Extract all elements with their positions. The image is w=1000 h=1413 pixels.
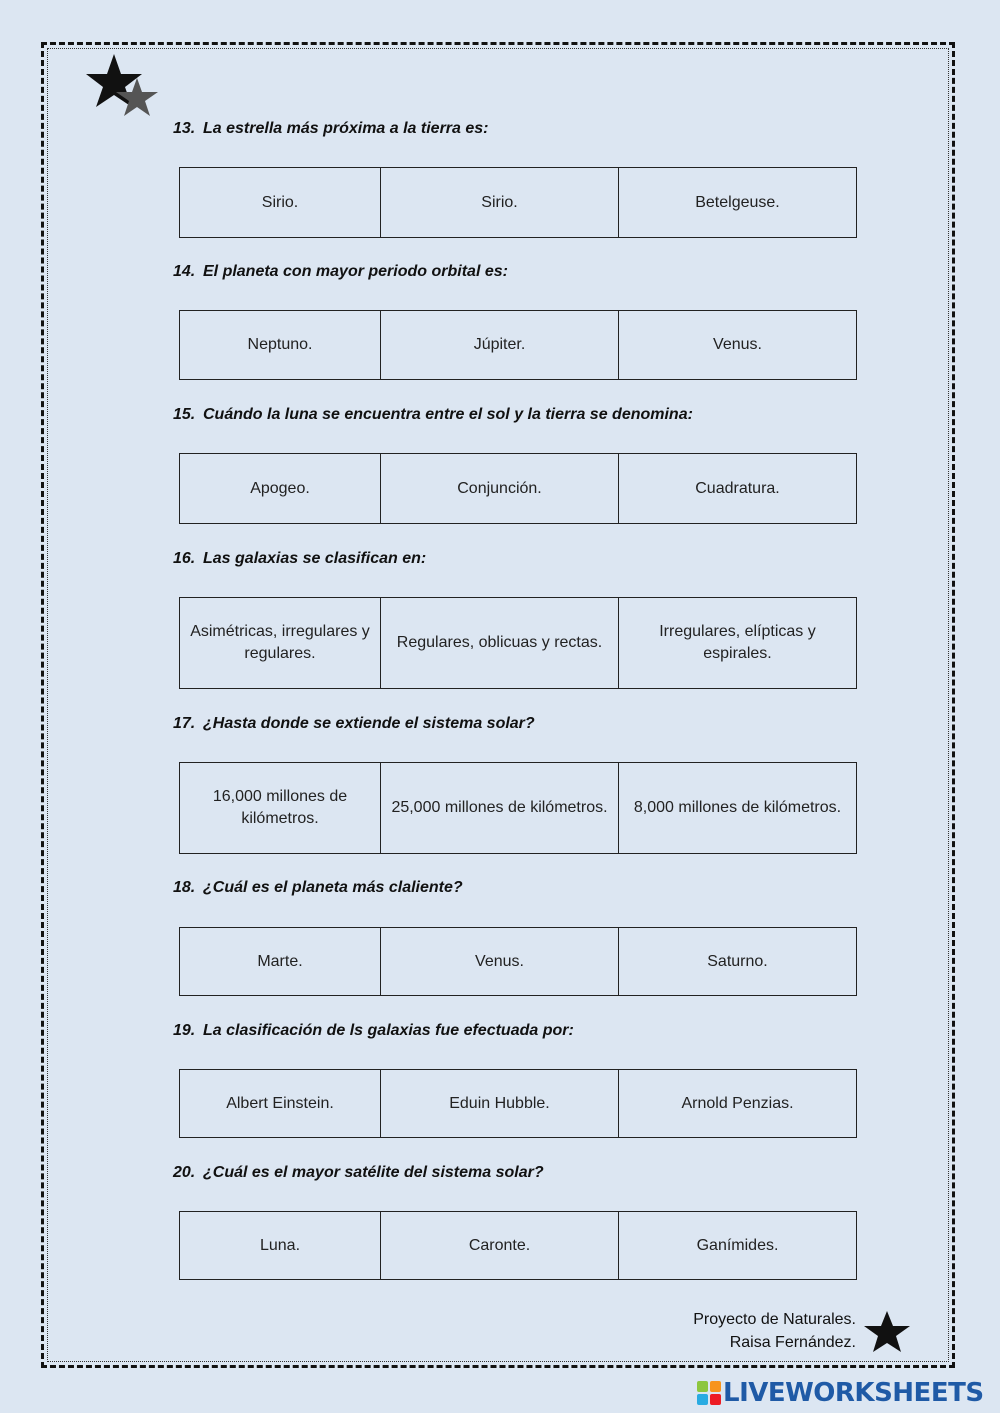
- answer-option[interactable]: 16,000 millones de kilómetros.: [180, 763, 381, 853]
- question-text: ¿Hasta donde se extiende el sistema solar?: [203, 715, 535, 732]
- answer-option[interactable]: 8,000 millones de kilómetros.: [633, 799, 842, 816]
- question-text: Las galaxias se clasifican en:: [203, 550, 427, 567]
- question-text: El planeta con mayor periodo orbital es:: [203, 263, 508, 280]
- answer-row-18: [179, 927, 857, 996]
- question-17: [173, 715, 535, 733]
- brand-name: LIVEWORKSHEETS: [723, 1378, 984, 1408]
- question-number: 19.: [173, 1022, 196, 1039]
- answer-option[interactable]: Sirio.: [180, 168, 381, 237]
- answer-option[interactable]: Neptuno.: [180, 311, 381, 379]
- question-15: [173, 406, 693, 424]
- footer-project: Proyecto de Naturales.: [693, 1311, 856, 1328]
- stars-decoration-icon: [82, 52, 166, 126]
- answer-option[interactable]: Marte.: [180, 928, 381, 995]
- footer-author: Raisa Fernández.: [729, 1334, 856, 1351]
- answer-option[interactable]: Venus.: [713, 336, 762, 353]
- question-number: 17.: [173, 715, 196, 732]
- answer-row-15: [179, 453, 857, 524]
- answer-option[interactable]: Arnold Penzias.: [681, 1094, 794, 1112]
- answer-option[interactable]: Ganímides.: [696, 1236, 779, 1254]
- answer-option[interactable]: Irregulares, elípticas y espirales.: [659, 623, 816, 662]
- question-text: ¿Cuál es el planeta más claliente?: [203, 879, 463, 896]
- question-number: 18.: [173, 879, 196, 896]
- question-text: Cuándo la luna se encuentra entre el sol y la tierra se denomina:: [203, 406, 693, 423]
- question-number: 20.: [173, 1164, 196, 1181]
- question-number: 16.: [173, 550, 196, 567]
- liveworksheets-brand: [697, 1378, 984, 1408]
- question-16: [173, 550, 426, 568]
- answer-option[interactable]: 25,000 millones de kilómetros.: [381, 763, 619, 853]
- question-number: 15.: [173, 406, 196, 423]
- question-14: [173, 263, 508, 281]
- question-20: [173, 1164, 544, 1182]
- star-icon: [862, 1310, 912, 1354]
- answer-option[interactable]: Caronte.: [381, 1212, 619, 1279]
- answer-option[interactable]: Apogeo.: [180, 454, 381, 523]
- answer-row-20: [179, 1211, 857, 1280]
- answer-option[interactable]: Venus.: [381, 928, 619, 995]
- footer-credits: [693, 1308, 856, 1354]
- answer-row-16: [179, 597, 857, 689]
- answer-option[interactable]: Asimétricas, irregulares y regulares.: [180, 598, 381, 688]
- answer-option[interactable]: Conjunción.: [381, 454, 619, 523]
- answer-option[interactable]: Sirio.: [381, 168, 619, 237]
- answer-option[interactable]: Betelgeuse.: [695, 193, 780, 211]
- question-text: ¿Cuál es el mayor satélite del sistema solar?: [203, 1164, 544, 1181]
- answer-row-14: [179, 310, 857, 380]
- answer-option[interactable]: Albert Einstein.: [180, 1070, 381, 1137]
- question-text: La estrella más próxima a la tierra es:: [203, 120, 489, 137]
- answer-option[interactable]: Eduin Hubble.: [381, 1070, 619, 1137]
- answer-row-17: [179, 762, 857, 854]
- answer-option[interactable]: Saturno.: [707, 952, 768, 970]
- answer-option[interactable]: Regulares, oblicuas y rectas.: [381, 598, 619, 688]
- question-number: 13.: [173, 120, 196, 137]
- question-19: [173, 1022, 574, 1040]
- answer-row-13: [179, 167, 857, 238]
- answer-option[interactable]: Júpiter.: [381, 311, 619, 379]
- answer-option[interactable]: Luna.: [180, 1212, 381, 1279]
- liveworksheets-logo-icon: [697, 1381, 721, 1405]
- question-number: 14.: [173, 263, 196, 280]
- question-text: La clasificación de ls galaxias fue efectuada por:: [203, 1022, 574, 1039]
- question-13: [173, 120, 488, 138]
- answer-row-19: [179, 1069, 857, 1138]
- answer-option[interactable]: Cuadratura.: [695, 479, 780, 497]
- question-18: [173, 879, 463, 897]
